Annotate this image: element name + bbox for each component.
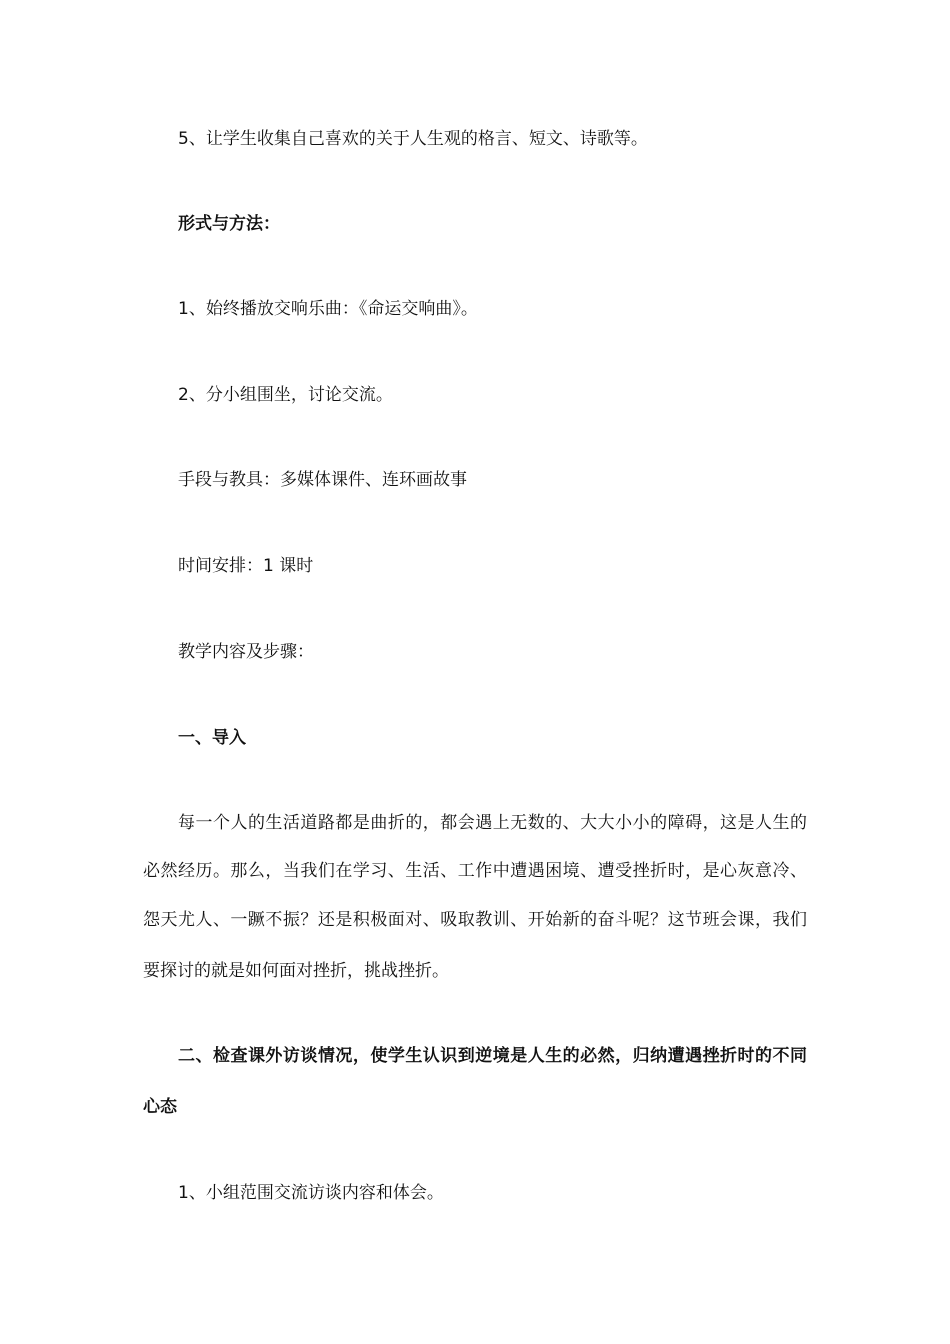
section-2-heading-line: 心态 (143, 1097, 177, 1117)
form-item-1: 1、始终播放交响乐曲：《命运交响曲》。 (178, 299, 478, 319)
intro-paragraph-line: 要探讨的就是如何面对挫折，挑战挫折。 (143, 961, 449, 981)
section-1-heading: 一、导入 (178, 728, 246, 748)
section-2-heading-line: 二、检查课外访谈情况，使学生认识到逆境是人生的必然，归纳遭遇挫折时的不同 (178, 1046, 807, 1066)
intro-paragraph-line: 必然经历。那么，当我们在学习、生活、工作中遭遇困境、遭受挫折时，是心灰意冷、 (143, 861, 807, 881)
form-method-heading: 形式与方法： (178, 214, 280, 234)
section-2-item-1: 1、小组范围交流访谈内容和体会。 (178, 1183, 444, 1203)
item-5-text: 5、让学生收集自己喜欢的关于人生观的格言、短文、诗歌等。 (178, 129, 648, 149)
intro-paragraph-line: 每一个人的生活道路都是曲折的，都会遇上无数的、大大小小的障碍，这是人生的 (178, 813, 807, 833)
tools-text: 手段与教具：多媒体课件、连环画故事 (178, 470, 467, 490)
time-text: 时间安排：1 课时 (178, 556, 314, 576)
form-item-2: 2、分小组围坐，讨论交流。 (178, 385, 393, 405)
content-steps-heading: 教学内容及步骤： (178, 642, 314, 662)
intro-paragraph-line: 怨天尤人、一蹶不振？还是积极面对、吸取教训、开始新的奋斗呢？这节班会课，我们 (143, 910, 807, 930)
